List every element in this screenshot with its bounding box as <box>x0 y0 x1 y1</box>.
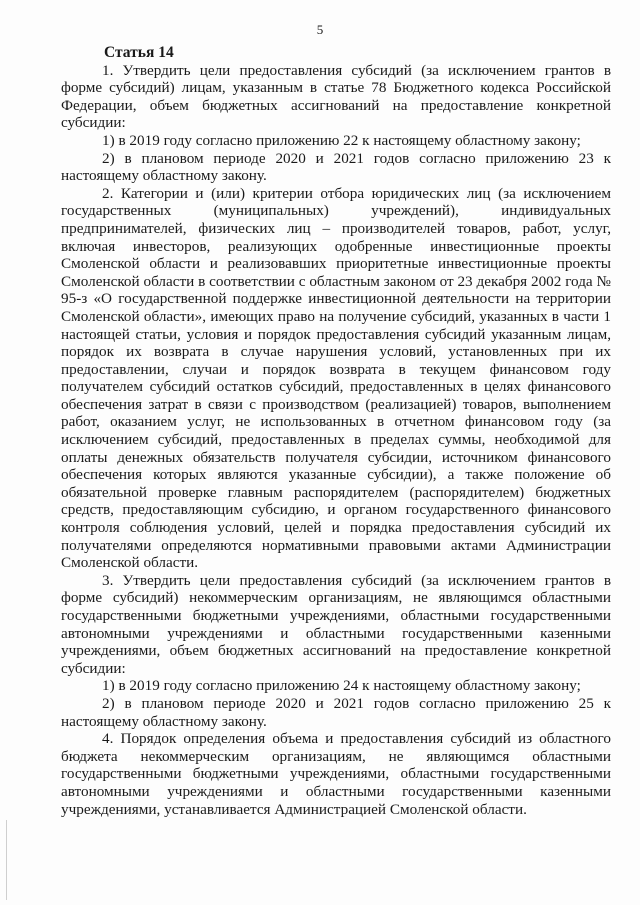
paragraph-3: 3. Утвердить цели предоставления субсидий (за исключением грантов в форме субсидий) некоммерческим организациям, не являющимся областными государственными бюджетными учреждениями, областными государственными автономными учреждениями и областными государственными казенными учреждениями, объем бюджетных ассигнований на предоставление конкретной субсидии: <box>61 571 611 677</box>
page-number: 5 <box>316 22 324 37</box>
paragraph-3-item-1: 1) в 2019 году согласно приложению 24 к настоящему областному закону; <box>102 677 581 695</box>
paragraph-1: 1. Утвердить цели предоставления субсидий (за исключением грантов в форме субсидий) лицам, указанным в статье 78 Бюджетного кодекса Российской Федерации, объем бюджетных ассигнований на предоставление конкретной субсидии: <box>61 61 611 132</box>
article-title: Статья 14 <box>104 44 174 61</box>
scan-edge-line <box>6 820 7 900</box>
paragraph-1-item-1: 1) в 2019 году согласно приложению 22 к настоящему областному закону; <box>102 131 581 149</box>
paragraph-3-item-2: 2) в плановом периоде 2020 и 2021 годов согласно приложению 25 к настоящему областному закону. <box>61 694 611 730</box>
paragraph-4: 4. Порядок определения объема и предоставления субсидий из областного бюджета некоммерческим организациям, не являющимся областными государственными бюджетными учреждениями, областными государственными автономными учреждениями и областными государственными казенными учреждениями, устанавливается Администрацией Смоленской области. <box>61 730 611 818</box>
document-body <box>61 44 611 818</box>
paragraph-2: 2. Категории и (или) критерии отбора юридических лиц (за исключением государственных (муниципальных) учреждений), индивидуальных предпринимателей, физических лиц – производителей товаров, работ, услуг, включая инвесторов, реализующих одобренные инвестиционные проекты Смоленской области и реализовавших приоритетные инвестиционные проекты Смоленской области в соответствии с областным законом от 23 декабря 2002 года № 95-з «О государственной поддержке инвестиционной деятельности на территории Смоленской области», имеющих право на получение субсидий, указанных в части 1 настоящей статьи, условия и порядок предоставления субсидий указанным лицам, порядок их возврата в случае нарушения условий, установленных при их предоставлении, случаи и порядок возврата в текущем финансовом году получателем субсидий остатков субсидий, предоставленных в целях финансового обеспечения затрат в связи с производством (реализацией) товаров, выполнением работ, оказанием услуг, не использованных в отчетном финансовом году (за исключением субсидий, предоставленных в пределах суммы, необходимой для оплаты денежных обязательств получателя субсидии, источником финансового обеспечения которых являются указанные субсидии), а также положение об обязательной проверке главным распорядителем (распорядителем) бюджетных средств, предоставляющим субсидию, и органом государственного финансового контроля соблюдения условий, целей и порядка предоставления субсидий их получателями определяются нормативными правовыми актами Администрации Смоленской области. <box>61 184 611 572</box>
paragraph-1-item-2: 2) в плановом периоде 2020 и 2021 годов согласно приложению 23 к настоящему областному закону. <box>61 149 611 185</box>
